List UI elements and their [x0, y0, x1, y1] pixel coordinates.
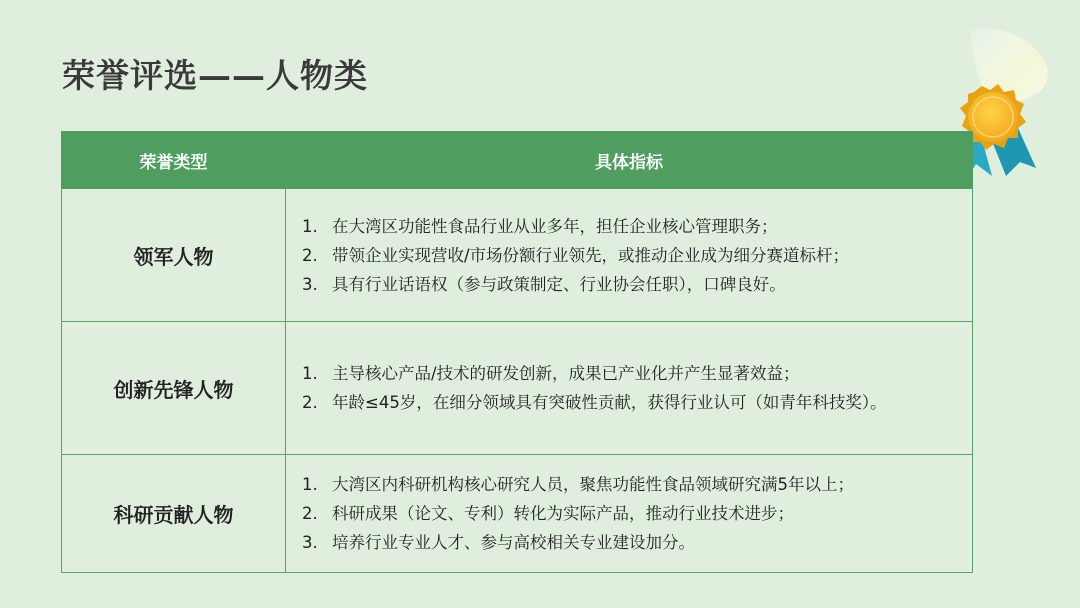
honor-table	[61, 131, 973, 573]
criteria-cell	[286, 189, 973, 322]
list-item: 2. 科研成果（论文、专利）转化为实际产品，推动行业技术进步；	[302, 504, 794, 523]
list-item: 2. 年龄≤45岁，在细分领域具有突破性贡献，获得行业认可（如青年科技奖）。	[302, 393, 887, 412]
list-item: 1. 大湾区内科研机构核心研究人员，聚焦功能性食品领域研究满5年以上；	[302, 475, 854, 494]
criteria-list	[302, 470, 958, 557]
list-item: 3. 培养行业专业人才、参与高校相关专业建设加分。	[302, 533, 695, 552]
honor-type-cell: 创新先锋人物	[62, 322, 286, 455]
list-item: 2. 带领企业实现营收/市场份额行业领先，或推动企业成为细分赛道标杆；	[302, 245, 850, 265]
criteria-cell	[286, 455, 973, 573]
table-row	[62, 322, 973, 455]
criteria-list	[302, 359, 958, 417]
criteria-cell	[286, 322, 973, 455]
table-row	[62, 455, 973, 573]
page-title: 荣誉评选——人物类	[62, 56, 368, 95]
criteria-list	[302, 212, 958, 299]
list-item: 1. 在大湾区功能性食品行业从业多年，担任企业核心管理职务；	[302, 216, 778, 236]
list-item: 3. 具有行业话语权（参与政策制定、行业协会任职），口碑良好。	[302, 274, 786, 294]
honor-type-cell: 领军人物	[62, 189, 286, 322]
header-criteria: 具体指标	[286, 132, 973, 189]
honor-type-cell: 科研贡献人物	[62, 455, 286, 573]
table-header-row	[62, 132, 973, 189]
table-row	[62, 189, 973, 322]
header-honor-type: 荣誉类型	[62, 132, 286, 189]
list-item: 1. 主导核心产品/技术的研发创新，成果已产业化并产生显著效益；	[302, 364, 800, 383]
